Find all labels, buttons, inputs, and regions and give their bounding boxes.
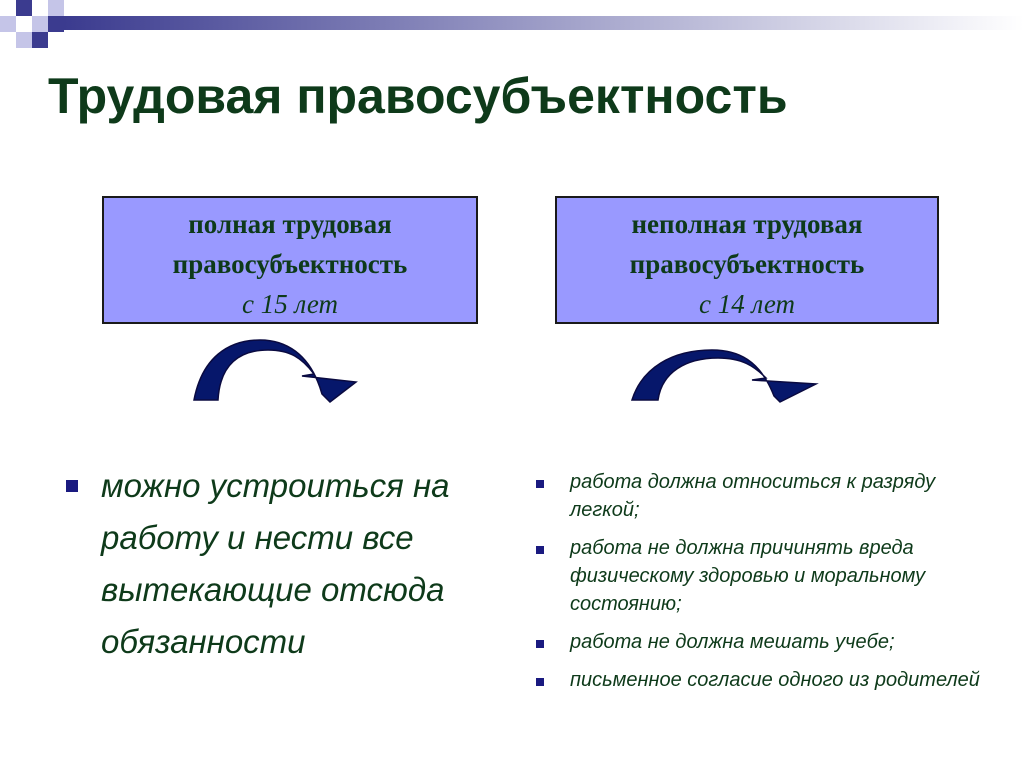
list-item-text: можно устроиться на работу и нести все вытекающие отсюда обязанности <box>101 467 450 660</box>
list-item-text: письменное согласие одного из родителей <box>570 669 980 691</box>
square-bullet-icon <box>66 480 78 492</box>
full-capacity-age: с 15 лет <box>241 289 339 319</box>
full-capacity-line1: полная трудовая <box>188 209 392 239</box>
list-item <box>64 460 484 668</box>
full-capacity-line2: правосубъектность <box>172 249 408 279</box>
curved-arrow-right-icon <box>628 346 820 404</box>
partial-capacity-line1: неполная трудовая <box>631 209 863 239</box>
list-item <box>534 666 994 694</box>
list-item <box>534 628 994 656</box>
curved-arrow-left-icon <box>190 336 360 406</box>
square-bullet-icon <box>536 640 544 648</box>
page-title: Трудовая правосубъектность <box>48 68 788 124</box>
full-capacity-box <box>102 196 478 324</box>
square-bullet-icon <box>536 546 544 554</box>
list-item-text: работа не должна мешать учебе; <box>570 631 895 653</box>
partial-capacity-box <box>555 196 939 324</box>
square-bullet-icon <box>536 480 544 488</box>
list-item-text: работа не должна причинять вреда физическому здоровью и моральному состоянию; <box>570 537 926 615</box>
list-item <box>534 468 994 524</box>
full-capacity-list <box>64 460 484 668</box>
partial-capacity-list <box>534 468 994 704</box>
partial-capacity-age: с 14 лет <box>698 289 796 319</box>
list-item-text: работа должна относиться к разряду легкой; <box>570 471 936 521</box>
corner-decoration <box>0 0 1024 60</box>
square-bullet-icon <box>536 678 544 686</box>
list-item <box>534 534 994 618</box>
partial-capacity-line2: правосубъектность <box>629 249 865 279</box>
